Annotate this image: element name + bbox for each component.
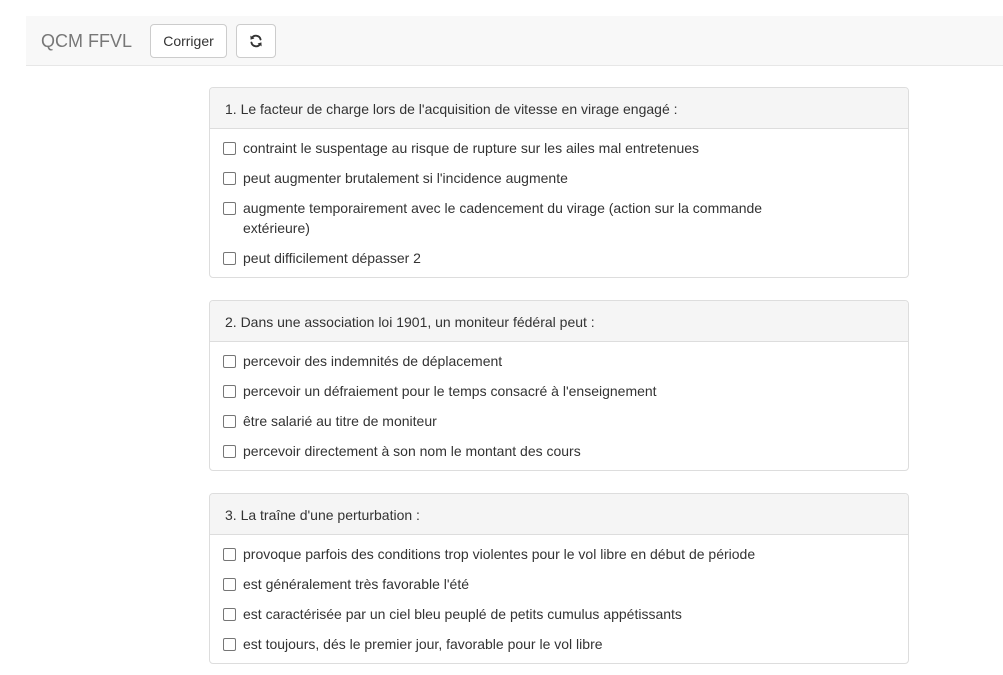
checkbox[interactable] <box>223 608 236 621</box>
option-label: augmente temporairement avec le cadencement du virage (action sur la commande extérieure) <box>243 200 763 236</box>
navbar <box>26 16 1003 66</box>
question-title-3: 3. La traîne d'une perturbation : <box>210 494 908 535</box>
checkbox[interactable] <box>223 445 236 458</box>
option-label: percevoir directement à son nom le montant des cours <box>243 443 581 459</box>
option-3-4[interactable] <box>222 634 782 654</box>
question-panel-1 <box>209 87 909 278</box>
question-title-1: 1. Le facteur de charge lors de l'acquisition de vitesse en virage engagé : <box>210 88 908 129</box>
option-label: contraint le suspentage au risque de rupture sur les ailes mal entretenues <box>243 140 700 156</box>
option-1-4[interactable] <box>222 248 782 268</box>
question-title-2: 2. Dans une association loi 1901, un moniteur fédéral peut : <box>210 301 908 342</box>
option-1-1[interactable] <box>222 138 782 158</box>
checkbox[interactable] <box>223 578 236 591</box>
question-options-3 <box>210 535 908 660</box>
option-label: est généralement très favorable l'été <box>243 576 470 592</box>
checkbox[interactable] <box>223 355 236 368</box>
option-2-3[interactable] <box>222 411 782 431</box>
question-options-2 <box>210 342 908 467</box>
option-label: peut difficilement dépasser 2 <box>243 250 421 266</box>
checkbox[interactable] <box>223 385 236 398</box>
checkbox[interactable] <box>223 202 236 215</box>
checkbox[interactable] <box>223 172 236 185</box>
option-label: peut augmenter brutalement si l'incidence augmente <box>243 170 568 186</box>
checkbox[interactable] <box>223 548 236 561</box>
option-1-3[interactable] <box>222 198 782 238</box>
refresh-icon <box>249 34 263 48</box>
option-2-2[interactable] <box>222 381 782 401</box>
option-label: percevoir un défraiement pour le temps consacré à l'enseignement <box>243 383 657 399</box>
option-3-3[interactable] <box>222 604 782 624</box>
option-label: est caractérisée par un ciel bleu peuplé de petits cumulus appétissants <box>243 606 682 622</box>
option-1-2[interactable] <box>222 168 782 188</box>
correct-button[interactable]: Corriger <box>150 24 227 58</box>
checkbox[interactable] <box>223 142 236 155</box>
option-label: percevoir des indemnités de déplacement <box>243 353 503 369</box>
question-panel-3 <box>209 493 909 664</box>
option-label: être salarié au titre de moniteur <box>243 413 437 429</box>
refresh-button[interactable] <box>236 24 276 58</box>
option-3-1[interactable] <box>222 544 782 564</box>
question-options-1 <box>210 129 908 274</box>
option-2-1[interactable] <box>222 351 782 371</box>
checkbox[interactable] <box>223 638 236 651</box>
option-2-4[interactable] <box>222 441 782 461</box>
question-panel-2 <box>209 300 909 471</box>
option-label: est toujours, dés le premier jour, favorable pour le vol libre <box>243 636 603 652</box>
checkbox[interactable] <box>223 415 236 428</box>
brand-title[interactable]: QCM FFVL <box>41 31 133 51</box>
checkbox[interactable] <box>223 252 236 265</box>
option-3-2[interactable] <box>222 574 782 594</box>
option-label: provoque parfois des conditions trop violentes pour le vol libre en début de période <box>243 546 756 562</box>
